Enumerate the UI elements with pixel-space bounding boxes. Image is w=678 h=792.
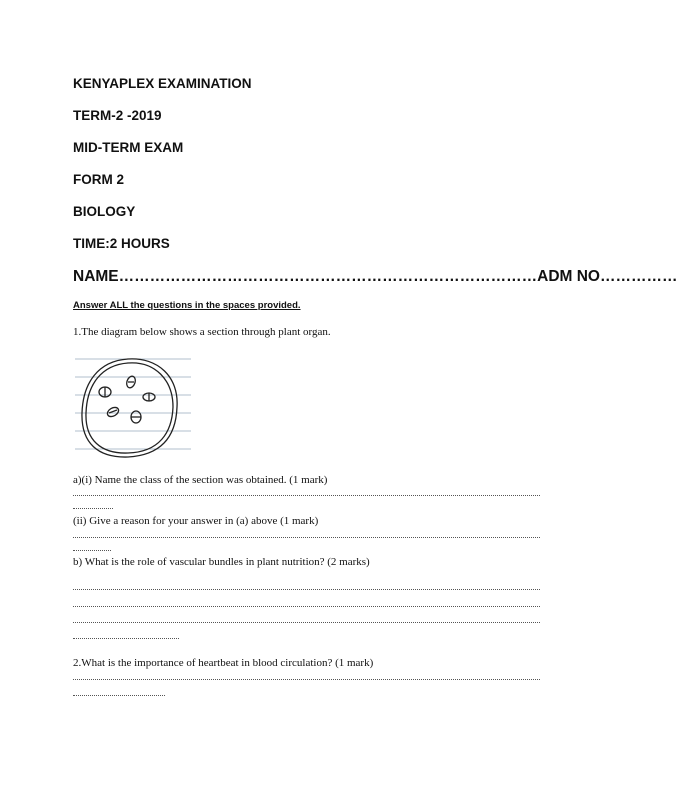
answer-line[interactable] xyxy=(73,508,113,509)
answer-line[interactable] xyxy=(73,495,540,496)
term: TERM-2 -2019 xyxy=(73,108,162,123)
answer-line[interactable] xyxy=(73,550,111,551)
answer-line[interactable] xyxy=(73,537,540,538)
answer-line[interactable] xyxy=(73,695,165,696)
plant-section-diagram xyxy=(73,355,193,467)
question-1b: b) What is the role of vascular bundles in plant nutrition? (2 marks) xyxy=(73,556,370,568)
answer-line[interactable] xyxy=(73,638,179,639)
answer-line[interactable] xyxy=(73,606,540,607)
question-1a-i: a)(i) Name the class of the section was obtained. (1 mark) xyxy=(73,474,328,486)
exam-type: MID-TERM EXAM xyxy=(73,140,184,155)
question-1a-ii: (ii) Give a reason for your answer in (a) above (1 mark) xyxy=(73,515,319,527)
form: FORM 2 xyxy=(73,172,125,187)
answer-line[interactable] xyxy=(73,622,540,623)
answer-line[interactable] xyxy=(73,589,540,590)
name-adm-line: NAME………………………………………………………………………ADM NO…………… xyxy=(73,268,678,285)
instruction: Answer ALL the questions in the spaces provided. xyxy=(73,300,301,311)
question-2: 2.What is the importance of heartbeat in blood circulation? (1 mark) xyxy=(73,657,374,669)
question-1: 1.The diagram below shows a section through plant organ. xyxy=(73,326,331,338)
time: TIME:2 HOURS xyxy=(73,236,170,251)
answer-line[interactable] xyxy=(73,679,540,680)
subject: BIOLOGY xyxy=(73,204,136,219)
exam-board: KENYAPLEX EXAMINATION xyxy=(73,76,252,91)
